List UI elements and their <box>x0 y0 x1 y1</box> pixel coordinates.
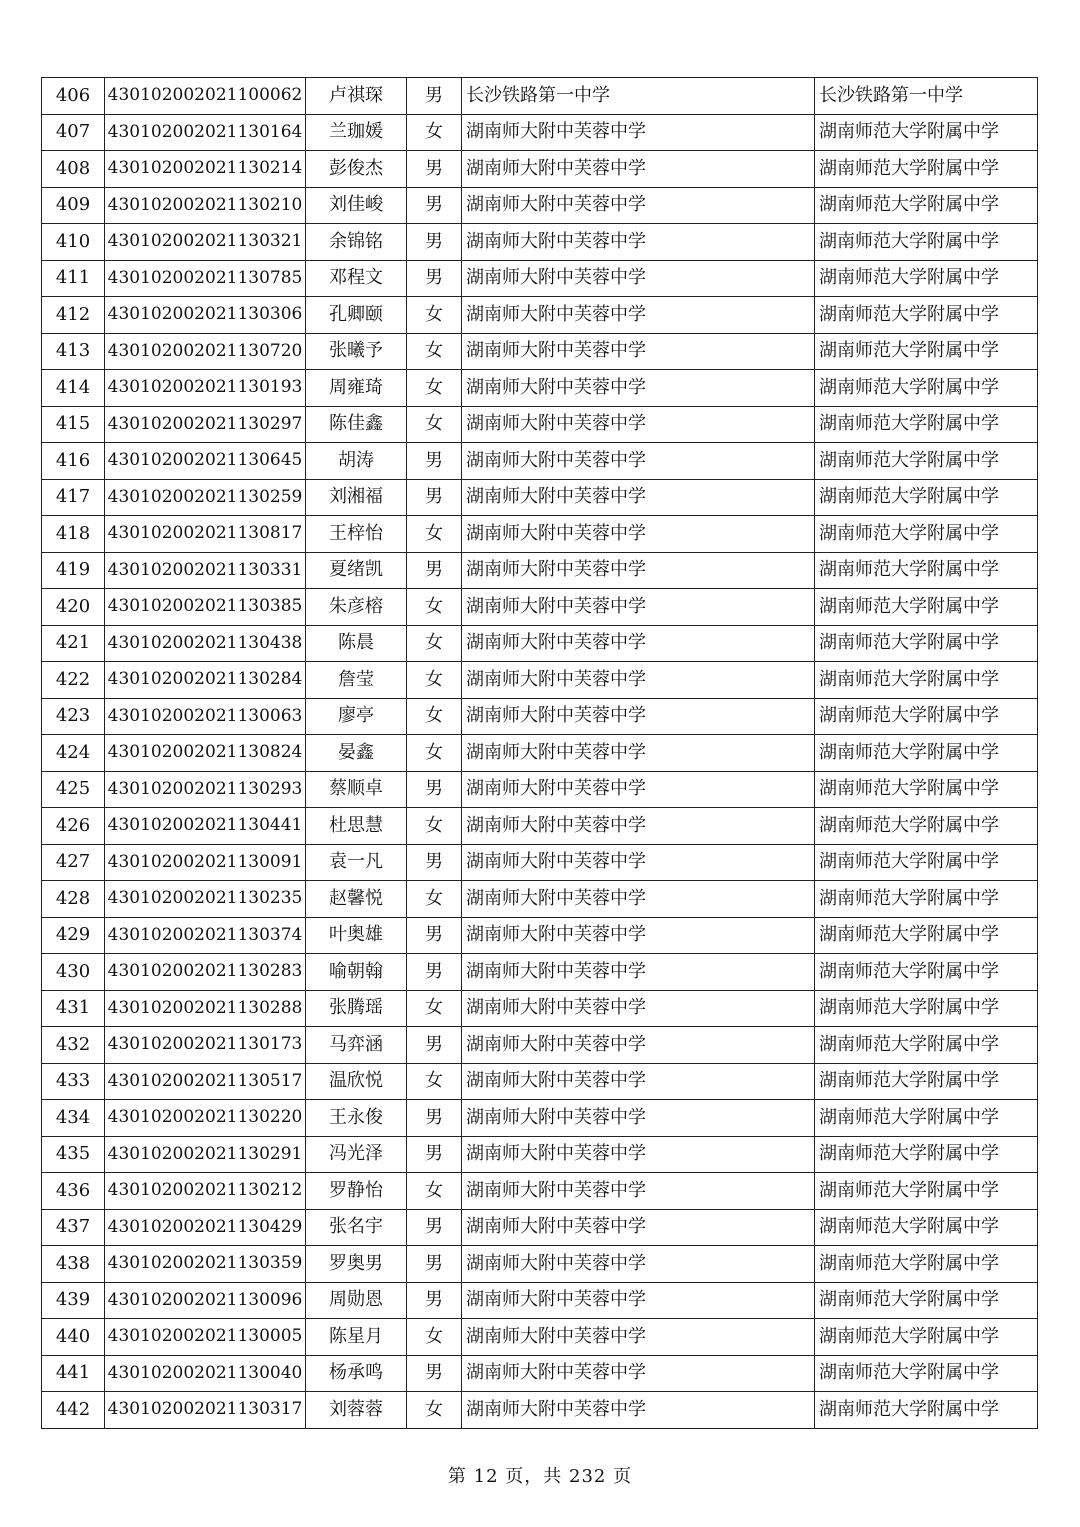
row-number: 408 <box>42 151 105 188</box>
table-row <box>42 881 1038 918</box>
table-row <box>42 698 1038 735</box>
student-name: 周雍琦 <box>306 370 407 407</box>
student-gender: 女 <box>407 625 462 662</box>
candidate-id: 430102002021130645 <box>105 443 306 480</box>
admitted-school: 湖南师范大学附属中学 <box>815 735 1038 772</box>
row-number: 426 <box>42 808 105 845</box>
student-gender: 女 <box>407 297 462 334</box>
admitted-school: 湖南师范大学附属中学 <box>815 808 1038 845</box>
table-row <box>42 990 1038 1027</box>
admitted-school: 湖南师范大学附属中学 <box>815 187 1038 224</box>
admitted-school: 湖南师范大学附属中学 <box>815 114 1038 151</box>
row-number: 422 <box>42 662 105 699</box>
candidate-id: 430102002021130317 <box>105 1392 306 1429</box>
table-row <box>42 771 1038 808</box>
candidate-id: 430102002021130173 <box>105 1027 306 1064</box>
admitted-school: 湖南师范大学附属中学 <box>815 1136 1038 1173</box>
student-name: 刘蓉蓉 <box>306 1392 407 1429</box>
student-gender: 男 <box>407 844 462 881</box>
row-number: 410 <box>42 224 105 261</box>
candidate-id: 430102002021130517 <box>105 1063 306 1100</box>
row-number: 438 <box>42 1246 105 1283</box>
graduating-school: 湖南师大附中芙蓉中学 <box>462 881 815 918</box>
student-name: 张名宇 <box>306 1209 407 1246</box>
student-gender: 男 <box>407 917 462 954</box>
candidate-id: 430102002021130359 <box>105 1246 306 1283</box>
student-gender: 女 <box>407 1392 462 1429</box>
row-number: 429 <box>42 917 105 954</box>
student-name: 晏鑫 <box>306 735 407 772</box>
student-name: 詹莹 <box>306 662 407 699</box>
student-name: 张腾瑶 <box>306 990 407 1027</box>
student-gender: 女 <box>407 406 462 443</box>
row-number: 407 <box>42 114 105 151</box>
admitted-school: 湖南师范大学附属中学 <box>815 1246 1038 1283</box>
student-name: 杜思慧 <box>306 808 407 845</box>
graduating-school: 湖南师大附中芙蓉中学 <box>462 625 815 662</box>
roster-body <box>42 78 1038 1429</box>
admitted-school: 湖南师范大学附属中学 <box>815 1209 1038 1246</box>
table-row <box>42 917 1038 954</box>
student-name: 夏绪凯 <box>306 552 407 589</box>
admitted-school: 长沙铁路第一中学 <box>815 78 1038 115</box>
admitted-school: 湖南师范大学附属中学 <box>815 844 1038 881</box>
row-number: 417 <box>42 479 105 516</box>
graduating-school: 湖南师大附中芙蓉中学 <box>462 808 815 845</box>
graduating-school: 湖南师大附中芙蓉中学 <box>462 1100 815 1137</box>
graduating-school: 湖南师大附中芙蓉中学 <box>462 552 815 589</box>
graduating-school: 湖南师大附中芙蓉中学 <box>462 990 815 1027</box>
row-number: 416 <box>42 443 105 480</box>
table-row <box>42 370 1038 407</box>
student-gender: 女 <box>407 735 462 772</box>
admitted-school: 湖南师范大学附属中学 <box>815 625 1038 662</box>
graduating-school: 湖南师大附中芙蓉中学 <box>462 260 815 297</box>
candidate-id: 430102002021130164 <box>105 114 306 151</box>
student-name: 温欣悦 <box>306 1063 407 1100</box>
admitted-school: 湖南师范大学附属中学 <box>815 1282 1038 1319</box>
row-number: 425 <box>42 771 105 808</box>
candidate-id: 430102002021130321 <box>105 224 306 261</box>
graduating-school: 湖南师大附中芙蓉中学 <box>462 1355 815 1392</box>
student-name: 杨承鸣 <box>306 1355 407 1392</box>
student-name: 周勋恩 <box>306 1282 407 1319</box>
table-row <box>42 1173 1038 1210</box>
graduating-school: 长沙铁路第一中学 <box>462 78 815 115</box>
row-number: 433 <box>42 1063 105 1100</box>
table-row <box>42 1319 1038 1356</box>
row-number: 441 <box>42 1355 105 1392</box>
admitted-school: 湖南师范大学附属中学 <box>815 698 1038 735</box>
candidate-id: 430102002021130259 <box>105 479 306 516</box>
graduating-school: 湖南师大附中芙蓉中学 <box>462 114 815 151</box>
row-number: 412 <box>42 297 105 334</box>
row-number: 406 <box>42 78 105 115</box>
row-number: 430 <box>42 954 105 991</box>
table-row <box>42 151 1038 188</box>
row-number: 419 <box>42 552 105 589</box>
student-name: 蔡顺卓 <box>306 771 407 808</box>
graduating-school: 湖南师大附中芙蓉中学 <box>462 735 815 772</box>
table-row <box>42 1063 1038 1100</box>
admitted-school: 湖南师范大学附属中学 <box>815 1027 1038 1064</box>
candidate-id: 430102002021130212 <box>105 1173 306 1210</box>
row-number: 409 <box>42 187 105 224</box>
row-number: 434 <box>42 1100 105 1137</box>
table-row <box>42 954 1038 991</box>
student-gender: 女 <box>407 370 462 407</box>
student-name: 邓程文 <box>306 260 407 297</box>
student-name: 孔卿颐 <box>306 297 407 334</box>
student-gender: 男 <box>407 552 462 589</box>
candidate-id: 430102002021130720 <box>105 333 306 370</box>
row-number: 440 <box>42 1319 105 1356</box>
student-name: 陈佳鑫 <box>306 406 407 443</box>
student-gender: 男 <box>407 771 462 808</box>
graduating-school: 湖南师大附中芙蓉中学 <box>462 1282 815 1319</box>
student-gender: 男 <box>407 1282 462 1319</box>
admitted-school: 湖南师范大学附属中学 <box>815 151 1038 188</box>
admitted-school: 湖南师范大学附属中学 <box>815 552 1038 589</box>
student-gender: 女 <box>407 516 462 553</box>
row-number: 431 <box>42 990 105 1027</box>
table-row <box>42 114 1038 151</box>
student-name: 陈星月 <box>306 1319 407 1356</box>
admitted-school: 湖南师范大学附属中学 <box>815 479 1038 516</box>
student-name: 朱彦榕 <box>306 589 407 626</box>
candidate-id: 430102002021130385 <box>105 589 306 626</box>
admitted-school: 湖南师范大学附属中学 <box>815 1063 1038 1100</box>
candidate-id: 430102002021130040 <box>105 1355 306 1392</box>
graduating-school: 湖南师大附中芙蓉中学 <box>462 1063 815 1100</box>
candidate-id: 430102002021130441 <box>105 808 306 845</box>
table-row <box>42 1246 1038 1283</box>
student-name: 王永俊 <box>306 1100 407 1137</box>
candidate-id: 430102002021130374 <box>105 917 306 954</box>
graduating-school: 湖南师大附中芙蓉中学 <box>462 771 815 808</box>
student-gender: 女 <box>407 990 462 1027</box>
student-name: 彭俊杰 <box>306 151 407 188</box>
student-gender: 男 <box>407 78 462 115</box>
graduating-school: 湖南师大附中芙蓉中学 <box>462 297 815 334</box>
student-name: 袁一凡 <box>306 844 407 881</box>
student-gender: 男 <box>407 479 462 516</box>
admitted-school: 湖南师范大学附属中学 <box>815 370 1038 407</box>
admitted-school: 湖南师范大学附属中学 <box>815 260 1038 297</box>
graduating-school: 湖南师大附中芙蓉中学 <box>462 443 815 480</box>
row-number: 437 <box>42 1209 105 1246</box>
candidate-id: 430102002021130817 <box>105 516 306 553</box>
row-number: 414 <box>42 370 105 407</box>
student-name: 罗静怡 <box>306 1173 407 1210</box>
table-row <box>42 1136 1038 1173</box>
graduating-school: 湖南师大附中芙蓉中学 <box>462 479 815 516</box>
student-name: 张曦予 <box>306 333 407 370</box>
admitted-school: 湖南师范大学附属中学 <box>815 1355 1038 1392</box>
graduating-school: 湖南师大附中芙蓉中学 <box>462 1136 815 1173</box>
row-number: 420 <box>42 589 105 626</box>
table-row <box>42 516 1038 553</box>
admitted-school: 湖南师范大学附属中学 <box>815 662 1038 699</box>
table-row <box>42 589 1038 626</box>
student-gender: 男 <box>407 187 462 224</box>
table-row <box>42 297 1038 334</box>
row-number: 435 <box>42 1136 105 1173</box>
admitted-school: 湖南师范大学附属中学 <box>815 516 1038 553</box>
row-number: 436 <box>42 1173 105 1210</box>
student-gender: 男 <box>407 1027 462 1064</box>
admitted-school: 湖南师范大学附属中学 <box>815 954 1038 991</box>
student-gender: 女 <box>407 881 462 918</box>
row-number: 421 <box>42 625 105 662</box>
table-row <box>42 187 1038 224</box>
graduating-school: 湖南师大附中芙蓉中学 <box>462 1027 815 1064</box>
student-gender: 女 <box>407 589 462 626</box>
graduating-school: 湖南师大附中芙蓉中学 <box>462 187 815 224</box>
candidate-id: 430102002021130785 <box>105 260 306 297</box>
candidate-id: 430102002021130291 <box>105 1136 306 1173</box>
roster-table <box>41 77 1038 1429</box>
student-gender: 女 <box>407 662 462 699</box>
table-row <box>42 1355 1038 1392</box>
candidate-id: 430102002021130331 <box>105 552 306 589</box>
row-number: 411 <box>42 260 105 297</box>
student-gender: 女 <box>407 1319 462 1356</box>
table-row <box>42 1027 1038 1064</box>
candidate-id: 430102002021130235 <box>105 881 306 918</box>
candidate-id: 430102002021130063 <box>105 698 306 735</box>
candidate-id: 430102002021130438 <box>105 625 306 662</box>
admitted-school: 湖南师范大学附属中学 <box>815 881 1038 918</box>
table-row <box>42 1282 1038 1319</box>
graduating-school: 湖南师大附中芙蓉中学 <box>462 1209 815 1246</box>
candidate-id: 430102002021130824 <box>105 735 306 772</box>
student-gender: 男 <box>407 224 462 261</box>
student-name: 赵馨悦 <box>306 881 407 918</box>
student-name: 刘湘福 <box>306 479 407 516</box>
admitted-school: 湖南师范大学附属中学 <box>815 406 1038 443</box>
candidate-id: 430102002021130220 <box>105 1100 306 1137</box>
table-row <box>42 808 1038 845</box>
student-name: 刘佳峻 <box>306 187 407 224</box>
student-name: 余锦铭 <box>306 224 407 261</box>
student-name: 胡涛 <box>306 443 407 480</box>
graduating-school: 湖南师大附中芙蓉中学 <box>462 333 815 370</box>
table-row <box>42 333 1038 370</box>
candidate-id: 430102002021130297 <box>105 406 306 443</box>
student-gender: 男 <box>407 1100 462 1137</box>
graduating-school: 湖南师大附中芙蓉中学 <box>462 1392 815 1429</box>
student-gender: 男 <box>407 151 462 188</box>
candidate-id: 430102002021130210 <box>105 187 306 224</box>
table-row <box>42 224 1038 261</box>
graduating-school: 湖南师大附中芙蓉中学 <box>462 662 815 699</box>
candidate-id: 430102002021130193 <box>105 370 306 407</box>
graduating-school: 湖南师大附中芙蓉中学 <box>462 224 815 261</box>
candidate-id: 430102002021130214 <box>105 151 306 188</box>
candidate-id: 430102002021130288 <box>105 990 306 1027</box>
table-row <box>42 1100 1038 1137</box>
graduating-school: 湖南师大附中芙蓉中学 <box>462 1246 815 1283</box>
student-name: 王梓怡 <box>306 516 407 553</box>
student-gender: 女 <box>407 1173 462 1210</box>
row-number: 415 <box>42 406 105 443</box>
student-name: 冯光泽 <box>306 1136 407 1173</box>
student-gender: 女 <box>407 333 462 370</box>
candidate-id: 430102002021100062 <box>105 78 306 115</box>
admitted-school: 湖南师范大学附属中学 <box>815 990 1038 1027</box>
student-gender: 男 <box>407 1355 462 1392</box>
student-gender: 男 <box>407 1136 462 1173</box>
student-name: 兰珈媛 <box>306 114 407 151</box>
student-gender: 女 <box>407 808 462 845</box>
table-row <box>42 260 1038 297</box>
table-row <box>42 735 1038 772</box>
candidate-id: 430102002021130005 <box>105 1319 306 1356</box>
table-row <box>42 552 1038 589</box>
candidate-id: 430102002021130284 <box>105 662 306 699</box>
student-gender: 男 <box>407 954 462 991</box>
student-name: 罗奥男 <box>306 1246 407 1283</box>
row-number: 413 <box>42 333 105 370</box>
student-name: 喻朝翰 <box>306 954 407 991</box>
candidate-id: 430102002021130283 <box>105 954 306 991</box>
graduating-school: 湖南师大附中芙蓉中学 <box>462 844 815 881</box>
admitted-school: 湖南师范大学附属中学 <box>815 771 1038 808</box>
student-gender: 男 <box>407 443 462 480</box>
student-name: 廖亭 <box>306 698 407 735</box>
row-number: 424 <box>42 735 105 772</box>
table-row <box>42 662 1038 699</box>
table-row <box>42 443 1038 480</box>
student-gender: 男 <box>407 1246 462 1283</box>
graduating-school: 湖南师大附中芙蓉中学 <box>462 954 815 991</box>
row-number: 427 <box>42 844 105 881</box>
table-row <box>42 625 1038 662</box>
graduating-school: 湖南师大附中芙蓉中学 <box>462 1319 815 1356</box>
table-row <box>42 406 1038 443</box>
student-gender: 女 <box>407 698 462 735</box>
admitted-school: 湖南师范大学附属中学 <box>815 1100 1038 1137</box>
candidate-id: 430102002021130429 <box>105 1209 306 1246</box>
table-row <box>42 1209 1038 1246</box>
graduating-school: 湖南师大附中芙蓉中学 <box>462 917 815 954</box>
candidate-id: 430102002021130293 <box>105 771 306 808</box>
table-row <box>42 1392 1038 1429</box>
admitted-school: 湖南师范大学附属中学 <box>815 443 1038 480</box>
admitted-school: 湖南师范大学附属中学 <box>815 1319 1038 1356</box>
candidate-id: 430102002021130306 <box>105 297 306 334</box>
student-name: 马弈涵 <box>306 1027 407 1064</box>
page-footer: 第 12 页，共 232 页 <box>447 1466 633 1487</box>
candidate-id: 430102002021130091 <box>105 844 306 881</box>
graduating-school: 湖南师大附中芙蓉中学 <box>462 516 815 553</box>
candidate-id: 430102002021130096 <box>105 1282 306 1319</box>
admitted-school: 湖南师范大学附属中学 <box>815 1173 1038 1210</box>
student-gender: 女 <box>407 114 462 151</box>
student-name: 卢祺琛 <box>306 78 407 115</box>
admitted-school: 湖南师范大学附属中学 <box>815 297 1038 334</box>
table-row <box>42 844 1038 881</box>
admitted-school: 湖南师范大学附属中学 <box>815 589 1038 626</box>
admitted-school: 湖南师范大学附属中学 <box>815 224 1038 261</box>
student-gender: 男 <box>407 1209 462 1246</box>
graduating-school: 湖南师大附中芙蓉中学 <box>462 589 815 626</box>
row-number: 442 <box>42 1392 105 1429</box>
graduating-school: 湖南师大附中芙蓉中学 <box>462 1173 815 1210</box>
graduating-school: 湖南师大附中芙蓉中学 <box>462 370 815 407</box>
graduating-school: 湖南师大附中芙蓉中学 <box>462 151 815 188</box>
graduating-school: 湖南师大附中芙蓉中学 <box>462 698 815 735</box>
student-gender: 男 <box>407 260 462 297</box>
student-gender: 女 <box>407 1063 462 1100</box>
admitted-school: 湖南师范大学附属中学 <box>815 1392 1038 1429</box>
row-number: 439 <box>42 1282 105 1319</box>
student-name: 叶奥雄 <box>306 917 407 954</box>
admitted-school: 湖南师范大学附属中学 <box>815 917 1038 954</box>
table-row <box>42 479 1038 516</box>
student-name: 陈晨 <box>306 625 407 662</box>
row-number: 428 <box>42 881 105 918</box>
row-number: 432 <box>42 1027 105 1064</box>
table-row <box>42 78 1038 115</box>
row-number: 423 <box>42 698 105 735</box>
row-number: 418 <box>42 516 105 553</box>
graduating-school: 湖南师大附中芙蓉中学 <box>462 406 815 443</box>
admitted-school: 湖南师范大学附属中学 <box>815 333 1038 370</box>
